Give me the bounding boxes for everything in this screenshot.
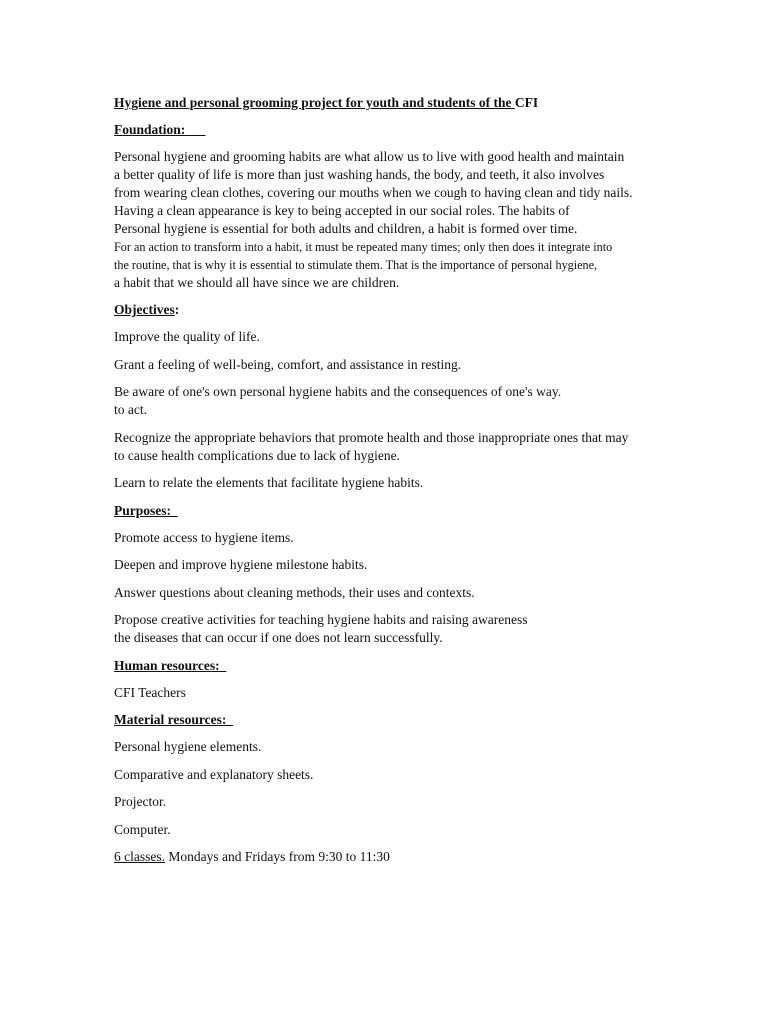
human-resource-item: CFI Teachers bbox=[114, 684, 186, 700]
purpose-item: Promote access to hygiene items. bbox=[114, 529, 294, 545]
objectives-heading bbox=[114, 301, 754, 318]
purposes-heading-text: Purposes: bbox=[114, 502, 171, 518]
foundation-heading-trail bbox=[185, 122, 205, 137]
objective-item-line: Be aware of one's own personal hygiene habits and the consequences of one's way. bbox=[114, 384, 562, 399]
foundation-heading-text: Foundation: bbox=[114, 122, 186, 137]
foundation-line: Personal hygiene is essential for both adults and children, a habit is formed over time. bbox=[114, 221, 578, 236]
material-resources-heading-trail bbox=[226, 712, 233, 727]
schedule-times: Mondays and Fridays from 9:30 to 11:30 bbox=[165, 849, 390, 864]
objective-item bbox=[114, 429, 754, 465]
objective-item-line: to cause health complications due to lack of hygiene. bbox=[114, 447, 401, 463]
foundation-small-line: the routine, that is why it is essential to stimulate them. That is the importance of personal hygiene, bbox=[114, 258, 598, 272]
document-title bbox=[114, 94, 754, 111]
human-resources-heading-text: Human resources: bbox=[114, 657, 220, 673]
material-resource-item: Computer. bbox=[114, 821, 171, 837]
material-resources-heading bbox=[114, 711, 754, 728]
document-page bbox=[114, 94, 754, 876]
foundation-line: from wearing clean clothes, covering our mouths when we cough to having clean and tidy nails. bbox=[114, 185, 633, 200]
objective-item: Grant a feeling of well-being, comfort, and assistance in resting. bbox=[114, 356, 462, 372]
material-resource-item: Projector. bbox=[114, 794, 167, 809]
material-resource-item: Personal hygiene elements. bbox=[114, 739, 262, 754]
purposes-heading bbox=[114, 502, 754, 519]
foundation-last-line: a habit that we should all have since we are children. bbox=[114, 275, 400, 290]
objective-item-line: to act. bbox=[114, 402, 147, 417]
objectives-heading-colon: : bbox=[174, 302, 180, 317]
foundation-small-line: For an action to transform into a habit, it must be repeated many times; only then does it integrate into bbox=[114, 240, 613, 254]
schedule-line bbox=[114, 848, 754, 866]
material-resource-item: Comparative and explanatory sheets. bbox=[114, 766, 314, 782]
material-resources-heading-text: Material resources: bbox=[114, 712, 227, 727]
objective-item: Learn to relate the elements that facilitate hygiene habits. bbox=[114, 475, 424, 490]
purpose-item-line: Propose creative activities for teaching hygiene habits and raising awareness bbox=[114, 612, 528, 627]
objective-item-line: Recognize the appropriate behaviors that promote health and those inappropriate ones that may bbox=[114, 429, 629, 445]
foundation-paragraph bbox=[114, 148, 754, 292]
purpose-item-line: the diseases that can occur if one does not learn successfully. bbox=[114, 630, 443, 645]
foundation-heading bbox=[114, 121, 754, 138]
purpose-item: Deepen and improve hygiene milestone habits. bbox=[114, 557, 368, 572]
human-resources-heading bbox=[114, 657, 754, 674]
purpose-item bbox=[114, 611, 754, 647]
objective-item bbox=[114, 383, 754, 419]
objectives-heading-text: Objectives bbox=[114, 302, 175, 317]
objective-item: Improve the quality of life. bbox=[114, 329, 260, 344]
document-title-underlined: Hygiene and personal grooming project for youth and students of the bbox=[114, 95, 515, 110]
schedule-classes: 6 classes. bbox=[114, 849, 165, 864]
foundation-line: a better quality of life is more than just washing hands, the body, and teeth, it also involves bbox=[114, 167, 605, 182]
foundation-line: Having a clean appearance is key to being accepted in our social roles. The habits of bbox=[114, 203, 570, 218]
human-resources-heading-trail bbox=[220, 658, 227, 673]
purposes-heading-trail bbox=[171, 503, 178, 518]
document-title-tail: CFI bbox=[514, 95, 539, 110]
purpose-item: Answer questions about cleaning methods, their uses and contexts. bbox=[114, 584, 475, 600]
foundation-line: Personal hygiene and grooming habits are what allow us to live with good health and maintain bbox=[114, 149, 625, 164]
